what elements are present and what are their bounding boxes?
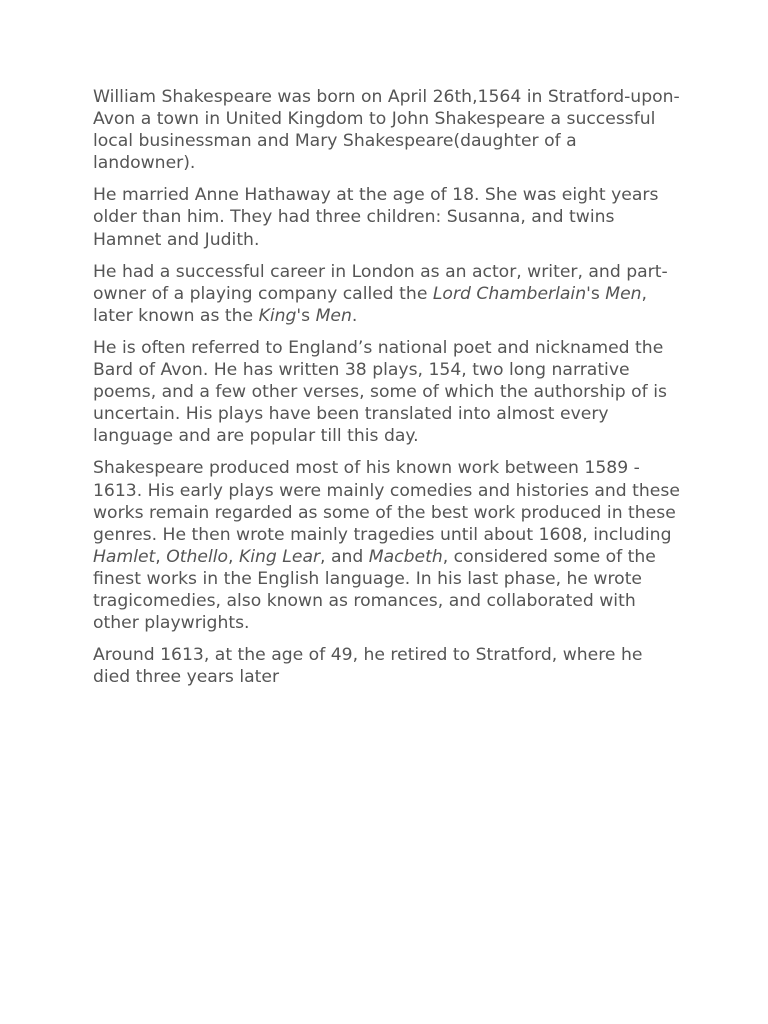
works-italic-4: Macbeth <box>368 546 443 567</box>
career-italic-2: Men <box>605 283 642 304</box>
paragraph-retirement: Around 1613, at the age of 49, he retired to Stratford, where he died three years later <box>93 645 643 688</box>
works-text-1: Shakespeare produced most of his known work between 1589 - 1613. His early plays were mainly comedies and histories and these works remain regarded as some of the best work produced in these genres. He then wrote mainly tragedies until about 1608, including <box>93 458 680 545</box>
paragraph-works <box>93 457 683 634</box>
paragraph-legacy: He is often referred to England’s national poet and nicknamed the Bard of Avon. He has written 38 plays, 154, two long narrative poems, and a few other verses, some of which the authorship of is uncertain. His plays have been translated into almost every language and are popular till this day. <box>93 337 667 447</box>
career-text-3: , later known as the <box>93 283 648 326</box>
works-text-5: , considered some of the finest works in the English language. In his last phase, he wrote tragicomedies, also known as romances, and collaborated with other playwrights. <box>93 546 656 634</box>
paragraph-marriage: He married Anne Hathaway at the age of 18. She was eight years older than him. They had three children: Susanna, and twins Hamnet and Judith. <box>93 185 659 250</box>
career-text-1: He had a successful career in London as an actor, writer, and part-owner of a playing company called the <box>93 261 668 304</box>
works-text-3: , <box>228 546 239 567</box>
works-text-4: , and <box>320 546 369 567</box>
works-italic-1: Hamlet <box>93 546 156 567</box>
career-italic-4: Men <box>315 305 352 326</box>
document-page <box>93 86 683 698</box>
career-italic-3: King <box>258 305 297 326</box>
paragraph-birth: William Shakespeare was born on April 26th,1564 in Stratford-upon-Avon a town in United Kingdom to John Shakespeare a successful local businessman and Mary Shakespeare(daughter of a landowner). <box>93 87 680 174</box>
career-text-2: 's <box>586 283 606 304</box>
career-text-4: 's <box>296 305 316 326</box>
paragraph-career <box>93 261 683 327</box>
works-italic-2: Othello <box>166 546 229 567</box>
works-text-2: , <box>155 546 167 567</box>
career-text-5: . <box>351 305 358 326</box>
career-italic-1: Lord Chamberlain <box>432 283 587 304</box>
works-italic-3: King Lear <box>238 546 321 567</box>
